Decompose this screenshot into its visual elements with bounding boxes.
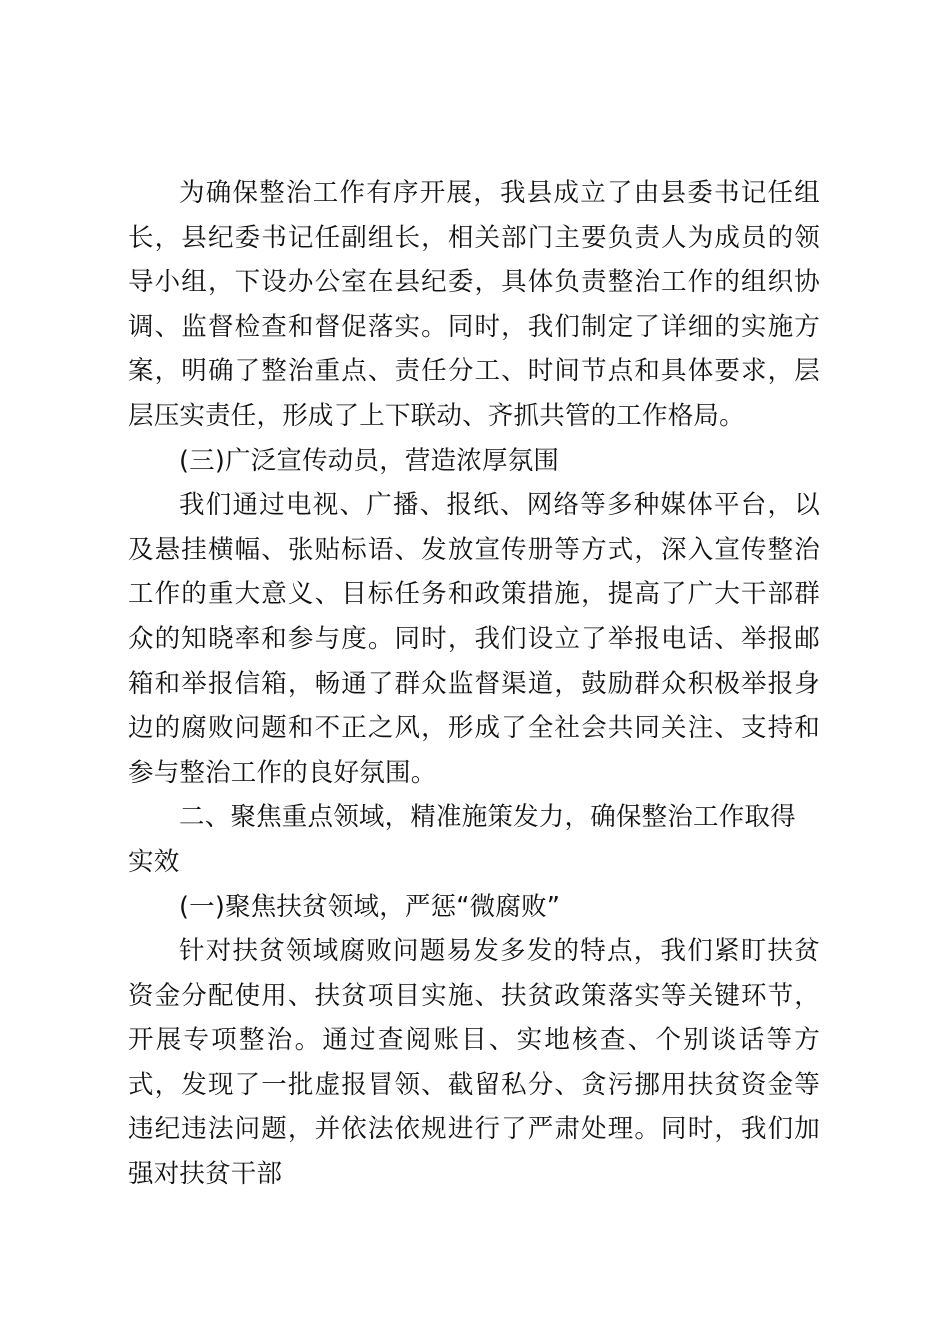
paragraph-leadership-group: 为确保整治工作有序开展，我县成立了由县委书记任组长，县纪委书记任副组长，相关部门主要负责人为成员的领导小组，下设办公室在县纪委，具体负责整治工作的组织协调、监督检查和督促落实。同时，我们制定了详细的实施方案，明确了整治重点、责任分工、时间节点和具体要求，层层压实责任，形成了上下联动、齐抓共管的工作格局。 (128, 178, 820, 431)
section-heading-poverty-alleviation: (一)聚焦扶贫领域，严惩“微腐败” (179, 891, 561, 922)
paragraph-poverty-alleviation: 针对扶贫领域腐败问题易发多发的特点，我们紧盯扶贫资金分配使用、扶贫项目实施、扶贫政策落实等关键环节，开展专项整治。通过查阅账目、实地核查、个别谈话等方式，发现了一批虚报冒领、截留私分、贪污挪用扶贫资金等违纪违法问题，并依法依规进行了严肃处理。同时，我们加强对扶贫干部 (128, 936, 820, 1190)
chapter-heading-key-areas: 二、聚焦重点领域，精准施策发力，确保整治工作取得实效 (128, 802, 796, 877)
document-body (128, 171, 820, 1197)
section-heading-publicity: (三)广泛宣传动员，营造浓厚氛围 (179, 445, 560, 476)
paragraph-publicity: 我们通过电视、广播、报纸、网络等多种媒体平台，以及悬挂横幅、张贴标语、发放宣传册等方式，深入宣传整治工作的重大意义、目标任务和政策措施，提高了广大干部群众的知晓率和参与度。同时，我们设立了举报电话、举报邮箱和举报信箱，畅通了群众监督渠道，鼓励群众积极举报身边的腐败问题和不正之风，形成了全社会共同关注、支持和参与整治工作的良好氛围。 (128, 490, 820, 788)
